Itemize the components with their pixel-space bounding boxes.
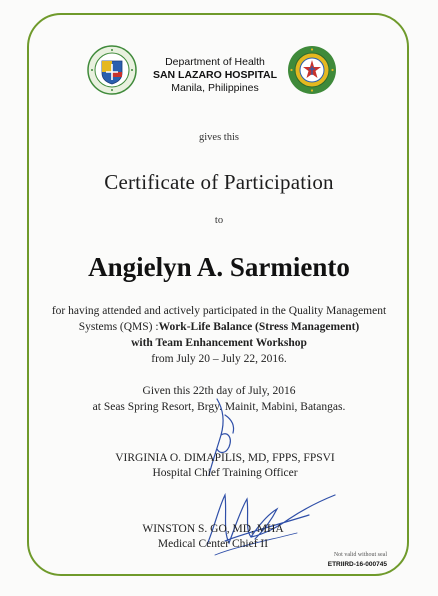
signatory-1 <box>80 451 370 481</box>
body-line-1: for having attended and actively participated in the Quality Management <box>51 305 387 317</box>
body-line-4: from July 20 – July 22, 2016. <box>151 353 287 365</box>
certificate-code: ETRIIRD-16-000745 <box>327 561 387 568</box>
body-line-3: with Team Enhancement Workshop <box>131 337 307 349</box>
signatory-1-name: VIRGINIA O. DIMAPILIS, MD, FPPS, FPSVI <box>115 452 335 464</box>
hospital-name: SAN LAZARO HOSPITAL <box>152 69 278 81</box>
signatory-2 <box>88 522 338 552</box>
certificate-title: Certificate of Participation <box>104 170 334 194</box>
body-line-2-prefix: Systems (QMS) : <box>78 321 159 333</box>
given-line-1: Given this 22th day of July, 2016 <box>142 385 296 397</box>
signatory-2-title: Medical Center Chief II <box>157 538 269 550</box>
signatory-1-title: Hospital Chief Training Officer <box>152 467 298 479</box>
gives-this-text: gives this <box>199 132 239 143</box>
department-name: Department of Health <box>165 56 265 68</box>
signatory-2-name: WINSTON S. GO, MD, MHA <box>142 523 284 535</box>
certificate-body <box>40 303 398 367</box>
validity-note <box>328 551 387 569</box>
given-line-2: at Seas Spring Resort, Brgy. Mainit, Mabini, Batangas. <box>92 401 346 413</box>
body-line-2 <box>40 319 398 335</box>
san-lazaro-seal-icon <box>87 45 137 95</box>
hospital-location: Manila, Philippines <box>171 82 259 94</box>
doh-seal-icon <box>287 45 337 95</box>
workshop-title: Work-Life Balance (Stress Management) <box>158 321 360 333</box>
certificate-header <box>140 56 290 95</box>
recipient-name: Angielyn A. Sarmiento <box>88 252 350 282</box>
seal-notice: Not valid without seal <box>333 552 387 558</box>
to-text: to <box>214 215 224 226</box>
